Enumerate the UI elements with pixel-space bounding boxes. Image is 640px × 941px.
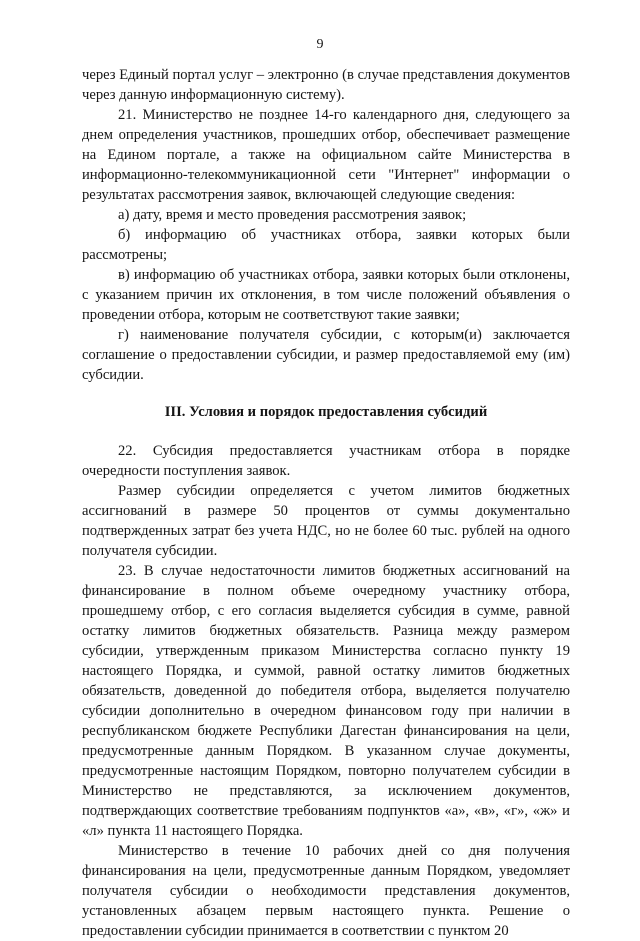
paragraph-subsidy-size: Размер субсидии определяется с учетом лимитов бюджетных ассигнований в размере 50 процентов от суммы документально подтвержденных затрат без учета НДС, но не более 60 тыс. рублей на одного получателя субсидии. xyxy=(82,483,570,559)
list-item-a: а) дату, время и место проведения рассмотрения заявок; xyxy=(118,207,467,223)
section-heading: III. Условия и порядок предоставления субсидий xyxy=(164,404,488,420)
paragraph-21: 21. Министерство не позднее 14-го календарного дня, следующего за днем определения участников, прошедших отбор, обеспечивает размещение на Едином портале, а также на официальном сайте Министерства в информационно-телекоммуникационной сети "Интернет" информации о результатах рассмотрения заявок, включающей следующие сведения: xyxy=(82,107,570,203)
paragraph-22: 22. Субсидия предоставляется участникам отбора в порядке очередности поступления заявок. xyxy=(82,443,570,479)
paragraph-23: 23. В случае недостаточности лимитов бюджетных ассигнований на финансирование в полном объеме очередному участнику отбора, прошедшему отбор, с его согласия выделяется субсидия в сумме, равной остатку лимитов бюджетных обязательств. Разница между размером субсидии, утвержденным приказом Министерства согласно пункту 19 настоящего Порядка, и суммой, равной остатку лимитов бюджетных обязательств, доведенной до победителя отбора, выделяется получателю субсидии дополнительно в очередном финансовом году при наличии в республиканском бюджете Республики Дагестан финансирования на цели, предусмотренные данным Порядком. В указанном случае документы, предусмотренные настоящим Порядком, повторно получателем субсидии в Министерство не представляются, за исключением документов, подтверждающих соответствие требованиям подпунктов «а», «в», «г», «ж» и «л» пункта 11 настоящего Порядка. xyxy=(82,563,570,839)
paragraph-continuation: через Единый портал услуг – электронно (в случае представления документов через данную информационную систему). xyxy=(82,67,570,103)
page-number: 9 xyxy=(316,37,324,52)
paragraph-ministry-notice: Министерство в течение 10 рабочих дней со дня получения финансирования на цели, предусмотренные данным Порядком, уведомляет получателя субсидии о необходимости представления документов, установленных абзацем первым настоящего пункта. Решение о предоставлении субсидии принимается в соответствии с пунктом 20 xyxy=(82,843,570,939)
document-body xyxy=(82,65,570,941)
list-item-v: в) информацию об участниках отбора, заявки которых были отклонены, с указанием причин их отклонения, в том числе положений объявления о проведении отбора, которым не соответствуют такие заявки; xyxy=(82,267,570,323)
spacer xyxy=(82,422,570,441)
list-item-b: б) информацию об участниках отбора, заявки которых были рассмотрены; xyxy=(82,227,570,263)
list-item-g: г) наименование получателя субсидии, с которым(и) заключается соглашение о предоставлении субсидии, и размер предоставляемой ему (им) субсидии. xyxy=(82,327,570,383)
spacer xyxy=(82,385,570,402)
